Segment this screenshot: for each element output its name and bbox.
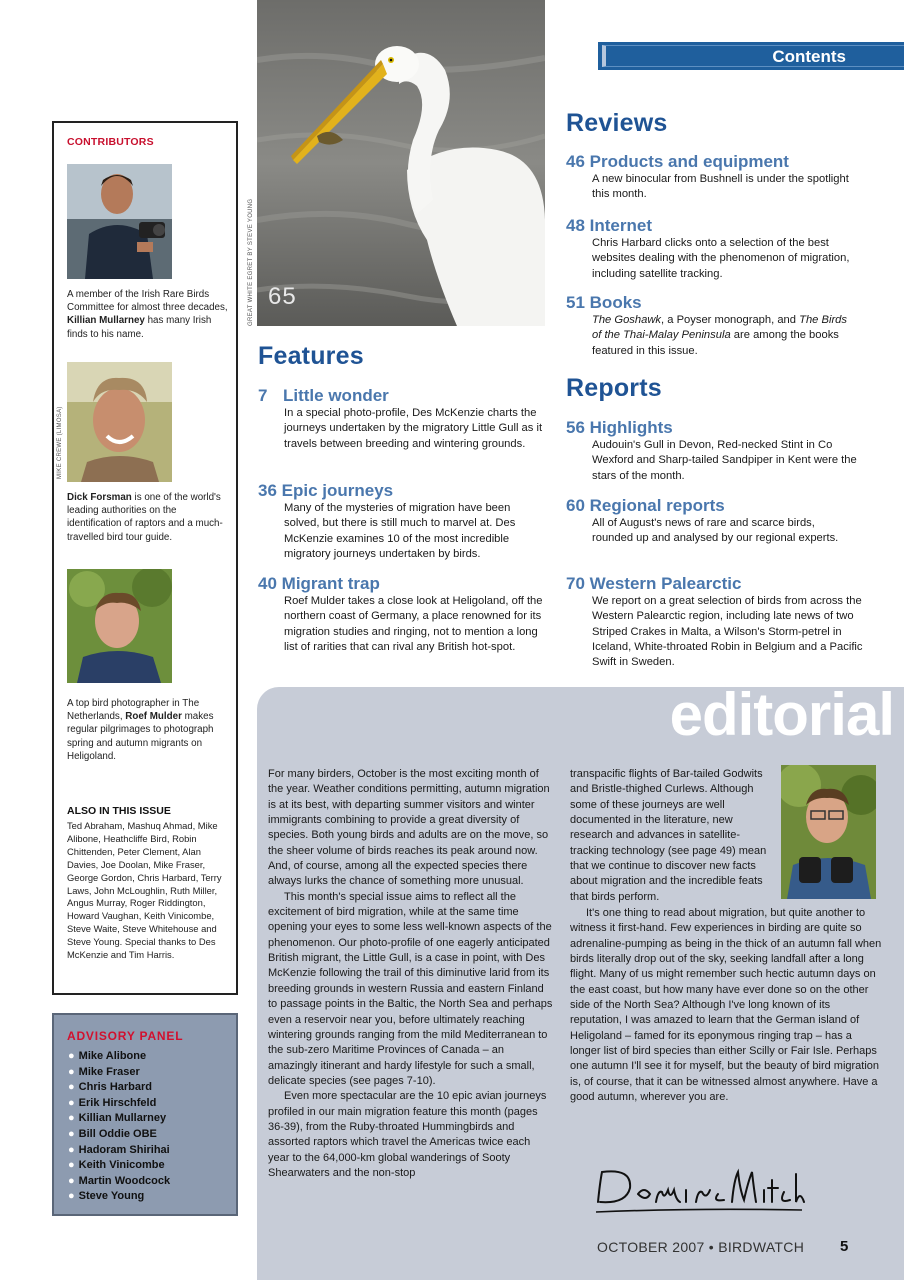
page-number: 36	[258, 481, 277, 500]
item-description: Chris Harbard clicks onto a selection of the best websites dealing with the phenomenon of migration, including satellite tracking.	[592, 237, 850, 280]
list-item	[68, 1096, 170, 1112]
also-in-issue-text: Ted Abraham, Mashuq Ahmad, Mike Alibone, Heathcliffe Bird, Robin Chittenden, Peter Clement, Alan Davies, Joe Doolan, Mike Fraser, George Gordon, Chris Harbard, Terry Laws, John McLoughlin, Ruth Miller, Angus Murray, Roger Riddington, Howard Vaughan, Keith Vinicombe, Steve Waite, Steve Whitehouse and Steve Young. Special thanks to Des McKenzie and Tim Harris.	[67, 820, 222, 961]
member-name: Keith Vinicombe	[78, 1159, 165, 1172]
editorial-paragraph: It's one thing to read about migration, but quite another to witness it first-hand. Few experiences in birding are quite so adrenaline-pumping as being in the thick of an autumn fall when birds literally drop out of the sky, seeking landfall after a long flight. Many of us might remember such hectic autumn days on the east coast, but how many have ever done so on the other side of the North Sea? Although I've long known of its reputation, I was amazed to learn that the German island of Heligoland – famed for its eponymous ringing trap – has a longer list of bird species than either Scilly or Fair Isle. Perhaps one autumn I'll see it for myself, but the beauty of bird migration is, of course, that it can be witnessed almost anywhere. Have a good autumn, wherever you are.	[570, 907, 882, 1104]
item-title-text: Western Palearctic	[589, 574, 742, 593]
item-title-text: Little wonder	[283, 386, 389, 405]
page-number: 60	[566, 496, 585, 515]
page-number: 46	[566, 152, 585, 171]
item-description: We report on a great selection of birds from across the Western Palearctic region, including late news of two Striped Crakes in Malta, a Wilson's Storm-petrel in Iceland, White-throated Robin in Belgium and a Pacific Swift in Sweden.	[592, 595, 863, 669]
contributor-photo-killian-mullarney	[67, 164, 172, 279]
item-description	[566, 313, 858, 359]
photo-page-number: 65	[268, 283, 297, 310]
item-title	[566, 418, 858, 438]
page-number: 7	[258, 386, 268, 405]
editorial-paragraph: This month's special issue aims to reflect all the excitement of bird migration, while at the same time opening your eyes to some less well-known aspects of the phenomenon. Our photo-profile of one eagerly anticipated British migrant, the Little Gull, is a case in point, with Des McKenzie following the trail of this diminutive larid from its breeding grounds in western Russia and eastern Finland to passage points in the Baltic, the North Sea and perhaps even a reservoir near you, before ultimately reaching wintering grounds ranging from the mild Mediterranean to the sub-zero Maritime Provinces of Canada – an amazingly itinerant and hardy lifestyle for such a small, delicate species (see pages 7-10).	[268, 890, 553, 1087]
member-name: Chris Harbard	[78, 1081, 153, 1094]
contents-item-internet[interactable]	[566, 216, 860, 282]
contents-item-migrant-trap[interactable]	[258, 574, 554, 655]
item-description: Many of the mysteries of migration have been solved, but there is still much to marvel at. Des McKenzie examines 10 of the most incredible migratory journeys undertaken by birds.	[284, 502, 516, 560]
book-title: The Birds of the Thai-Malay Peninsula	[592, 314, 847, 342]
bullet-icon: ●	[68, 1143, 75, 1156]
caption-text: has many Irish finds to his name.	[67, 315, 212, 340]
item-title	[258, 481, 548, 501]
editorial-column-right-bottom	[570, 906, 882, 1105]
contributor-name: Dick Forsman	[67, 492, 132, 503]
reviews-heading: Reviews	[566, 109, 668, 137]
page-number: 70	[566, 574, 585, 593]
caption-text: is one of the world's leading authorities on the identification of raptors and a much-travelled bird tour guide.	[67, 492, 223, 543]
item-title	[566, 293, 858, 313]
list-item	[68, 1049, 170, 1065]
desc-text: are among the books featured in this issue.	[592, 329, 839, 357]
member-name: Steve Young	[78, 1190, 145, 1203]
caption-text: A member of the Irish Rare Birds Committee for almost three decades,	[67, 289, 228, 314]
editorial-paragraph: For many birders, October is the most exciting month of the year. Weather conditions permitting, autumn migration is at its best, with departing summer visitors and winter immigrants combining to provide a great diversity of species. Both young birds and adults are on the move, so the sheer volume of birds reaches its peak around now. And, of course, among all the expected species there always lurks the chance of something more unusual.	[268, 768, 550, 888]
list-item	[68, 1111, 170, 1127]
list-item	[68, 1143, 170, 1159]
contributor-caption-3	[67, 697, 229, 763]
caption-text: A top bird photographer in The Netherlands,	[67, 698, 200, 723]
features-heading: Features	[258, 342, 364, 370]
item-title-text: Books	[589, 293, 642, 312]
contributor-photo-dick-forsman	[67, 362, 172, 482]
desc-text: , a Poyser monograph, and	[661, 314, 800, 326]
bullet-icon: ●	[68, 1174, 75, 1187]
also-in-issue-title: ALSO IN THIS ISSUE	[67, 805, 171, 817]
book-title: The Goshawk	[592, 314, 662, 326]
item-title	[566, 496, 858, 516]
item-title	[258, 574, 554, 594]
item-description: All of August's news of rare and scarce birds, rounded up and analysed by our regional experts.	[592, 517, 839, 545]
member-name: Mike Fraser	[78, 1065, 140, 1078]
page-number: 51	[566, 293, 585, 312]
member-name: Erik Hirschfeld	[78, 1096, 157, 1109]
item-title-text: Products and equipment	[589, 152, 789, 171]
item-title-text: Highlights	[589, 418, 673, 437]
contributor-name: Killian Mullarney	[67, 315, 145, 327]
contributor-caption-1	[67, 288, 229, 341]
item-title	[258, 386, 548, 406]
contents-item-little-wonder[interactable]	[258, 386, 548, 452]
editorial-paragraph: transpacific flights of Bar-tailed Godwits and Bristle-thighed Curlews. Although some of these journeys are well documented in the literature, new research and advances in satellite-tracking technology (see page 49) mean that we continue to discover new facts about migration and the incredible feats that birds perform.	[570, 768, 767, 903]
member-name: Hadoram Shirihai	[78, 1143, 170, 1156]
list-item	[68, 1080, 170, 1096]
bullet-icon: ●	[68, 1081, 75, 1094]
item-title	[566, 574, 864, 594]
bullet-icon: ●	[68, 1112, 75, 1125]
contents-item-epic-journeys[interactable]	[258, 481, 548, 562]
editor-signature	[592, 1160, 812, 1218]
footer-issue-date: OCTOBER 2007 • BIRDWATCH	[597, 1239, 805, 1255]
advisory-members-list	[68, 1049, 170, 1205]
item-title-text: Migrant trap	[281, 574, 380, 593]
member-name: Bill Oddie OBE	[78, 1127, 157, 1140]
editorial-column-right-top	[570, 767, 778, 905]
member-name: Mike Alibone	[78, 1050, 147, 1062]
editorial-paragraph: Even more spectacular are the 10 epic avian journeys profiled in our main migration feature this month (pages 36-39), from the Ruby-throated Hummingbirds and assorted raptors which travel the Americas twice each year to the 64,000-km global wanderings of Sooty Shearwaters and the non-stop	[268, 1090, 547, 1179]
list-item	[68, 1065, 170, 1081]
editor-photo	[781, 765, 876, 899]
item-description: Roef Mulder takes a close look at Heligoland, off the northern coast of Germany, a place renowned for its migration studies and ringing, not to mention a long list of rarities that can rival any British hot-spot.	[284, 595, 543, 653]
bullet-icon: ●	[68, 1159, 75, 1172]
bullet-icon: ●	[68, 1050, 75, 1062]
item-description: A new binocular from Bushnell is under the spotlight this month.	[592, 173, 849, 201]
page-number: 40	[258, 574, 277, 593]
bullet-icon: ●	[68, 1127, 75, 1140]
footer-page-number: 5	[840, 1238, 849, 1255]
contributors-box	[52, 121, 238, 995]
list-item	[68, 1174, 170, 1190]
contributor-name: Roef Mulder	[125, 711, 182, 723]
contents-item-products[interactable]	[566, 152, 856, 203]
editorial-heading: editorial	[669, 681, 894, 748]
item-title	[566, 152, 856, 172]
editorial-column-left	[268, 767, 554, 1181]
photo-credit-egret: GREAT WHITE EGRET BY STEVE YOUNG	[248, 198, 254, 326]
contributors-title: CONTRIBUTORS	[67, 136, 154, 148]
page-number: 56	[566, 418, 585, 437]
item-title-text: Internet	[589, 216, 652, 235]
contributor-caption-2	[67, 491, 229, 544]
item-title	[566, 216, 860, 236]
bullet-icon: ●	[68, 1096, 75, 1109]
contents-header-tab	[598, 42, 904, 70]
contents-item-western-palearctic[interactable]	[566, 574, 864, 670]
contents-item-highlights[interactable]	[566, 418, 858, 484]
contents-item-regional-reports[interactable]	[566, 496, 858, 547]
bullet-icon: ●	[68, 1190, 75, 1203]
item-description: In a special photo-profile, Des McKenzie charts the journeys undertaken by the migratory Little Gull as it travels between breeding and wintering grounds.	[284, 407, 543, 450]
list-item	[68, 1189, 170, 1205]
cover-photo-egret[interactable]	[257, 0, 545, 326]
advisory-panel	[52, 1013, 238, 1216]
caption-text: makes regular pilgrimages to photograph spring and autumn migrants on Heligoland.	[67, 711, 214, 762]
list-item	[68, 1158, 170, 1174]
contributor-photo-roef-mulder	[67, 569, 172, 683]
item-title-text: Regional reports	[589, 496, 725, 515]
page-number: 48	[566, 216, 585, 235]
advisory-panel-title: ADVISORY PANEL	[67, 1029, 184, 1043]
member-name: Killian Mullarney	[78, 1112, 167, 1125]
member-name: Martin Woodcock	[78, 1174, 171, 1187]
contents-item-books[interactable]	[566, 293, 858, 359]
item-description: Audouin's Gull in Devon, Red-necked Stint in Co Wexford and Sharp-tailed Sandpiper in Kent were the stars of the month.	[592, 439, 857, 482]
list-item	[68, 1127, 170, 1143]
photo-credit-vertical: MIKE CREWE (LIMOSA)	[57, 406, 63, 479]
contents-tab-stripe	[602, 45, 904, 67]
contents-title: Contents	[772, 47, 846, 66]
reports-heading: Reports	[566, 374, 662, 402]
bullet-icon: ●	[68, 1065, 75, 1078]
item-title-text: Epic journeys	[281, 481, 394, 500]
